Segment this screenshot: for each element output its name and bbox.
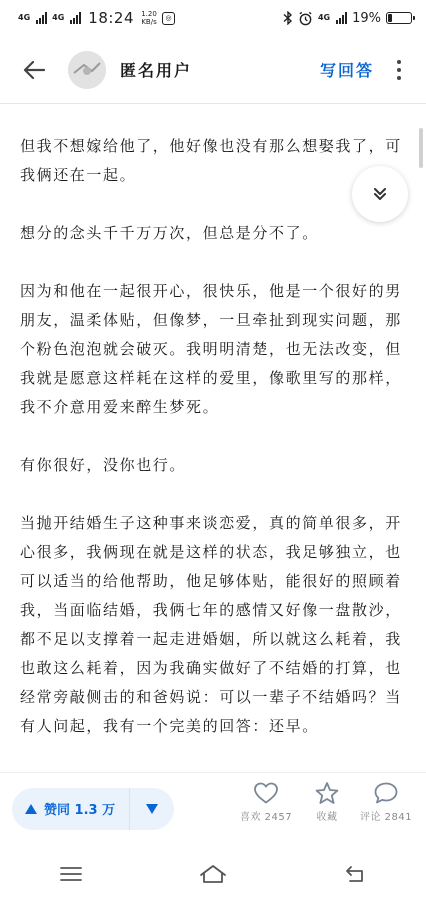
answer-paragraph: 有你很好，没你也行。: [20, 456, 187, 474]
favorite-button[interactable]: [314, 781, 340, 823]
comment-button[interactable]: [360, 781, 412, 823]
return-icon: [344, 865, 366, 883]
back-arrow-icon: [23, 60, 45, 80]
alarm-icon: [298, 11, 313, 26]
signal-icon: [36, 12, 47, 24]
status-right: [283, 11, 412, 26]
network-speed-unit: KB/s: [141, 18, 157, 26]
nav-home-button[interactable]: [183, 854, 243, 894]
answer-paragraph: 想分的念头千千万万次，但总是分不了。: [20, 224, 319, 242]
upvote-label: 赞同 1.3 万: [44, 803, 116, 818]
star-icon: [314, 781, 340, 805]
action-bar: [0, 772, 426, 844]
answer-paragraph: 因为和他在一起很开心，很快乐，他是一个很好的男朋友，温柔体贴，但像梦，一旦牵扯到现实问题，那个粉色泡泡就会破灭。我明明清楚，也无法改变，但我就是愿意这样耗在这样的爱里，像歌里写的那样，我不介意用爱来醉生梦死。: [20, 282, 402, 416]
network-type-3: 4G: [317, 13, 331, 22]
like-label: 喜欢 2457: [240, 812, 293, 823]
answer-paragraph: 但我不想嫁给他了，他好像也没有那么想娶我了，可我俩还在一起。: [20, 137, 402, 184]
bluetooth-icon: [283, 11, 293, 25]
more-dot-icon: [397, 60, 401, 64]
home-icon: [199, 864, 227, 884]
avatar-image-icon: [68, 51, 106, 89]
status-bar: [0, 0, 426, 36]
status-left: [18, 9, 175, 27]
triangle-down-icon: [145, 803, 159, 815]
system-nav-bar: [0, 848, 426, 899]
answer-body: [20, 132, 406, 770]
avatar[interactable]: [68, 51, 106, 89]
more-options-button[interactable]: [384, 50, 414, 90]
back-button[interactable]: [12, 48, 56, 92]
more-dot-icon: [397, 76, 401, 80]
collapse-button[interactable]: [352, 166, 408, 222]
write-answer-button[interactable]: 写回答: [319, 61, 374, 80]
more-dot-icon: [397, 68, 401, 72]
app-notification-icon: ◎: [162, 12, 175, 25]
answer-header: [0, 36, 426, 104]
signal-icon: [336, 12, 347, 24]
menu-icon: [60, 866, 82, 882]
downvote-button[interactable]: [130, 788, 174, 830]
battery-icon: [386, 12, 412, 24]
answer-paragraph: 当抛开结婚生子这种事来谈恋爱，真的简单很多，开心很多，我俩现在就是这样的状态，我足够独立，也可以适当的给他帮助，他足够体贴，能很好的照顾着我，当面临结婚，我俩七年的感情又好像一盘散沙，都不足以支撑着一起走进婚姻，所以就这么耗着，我也敢这么耗着，因为我确实做好了不结婚的打算，也经常旁敲侧击的和爸妈说：可以一辈子不结婚吗？当有人问起，我有一个完美的回答：还早。: [20, 514, 402, 735]
author-name[interactable]: 匿名用户: [120, 61, 193, 80]
comment-bubble-icon: [373, 781, 399, 805]
clock: 18:24: [88, 9, 135, 27]
battery-percent: 19%: [352, 10, 381, 26]
like-button[interactable]: [240, 781, 292, 823]
nav-back-button[interactable]: [325, 854, 385, 894]
network-speed-value: 1.20: [141, 10, 157, 18]
scrollbar-thumb[interactable]: [419, 128, 423, 168]
double-chevron-down-icon: [372, 186, 388, 202]
upvote-button[interactable]: [12, 788, 130, 830]
favorite-label: 收藏: [316, 812, 338, 823]
network-type-1: 4G: [18, 13, 31, 22]
vote-group: [12, 788, 174, 830]
network-type-2: 4G: [52, 13, 65, 22]
network-speed: [141, 10, 157, 26]
signal-icon: [70, 12, 81, 24]
heart-icon: [253, 781, 279, 805]
battery-fill: [388, 14, 392, 22]
triangle-up-icon: [24, 803, 38, 815]
comment-label: 评论 2841: [360, 812, 413, 823]
nav-menu-button[interactable]: [41, 854, 101, 894]
